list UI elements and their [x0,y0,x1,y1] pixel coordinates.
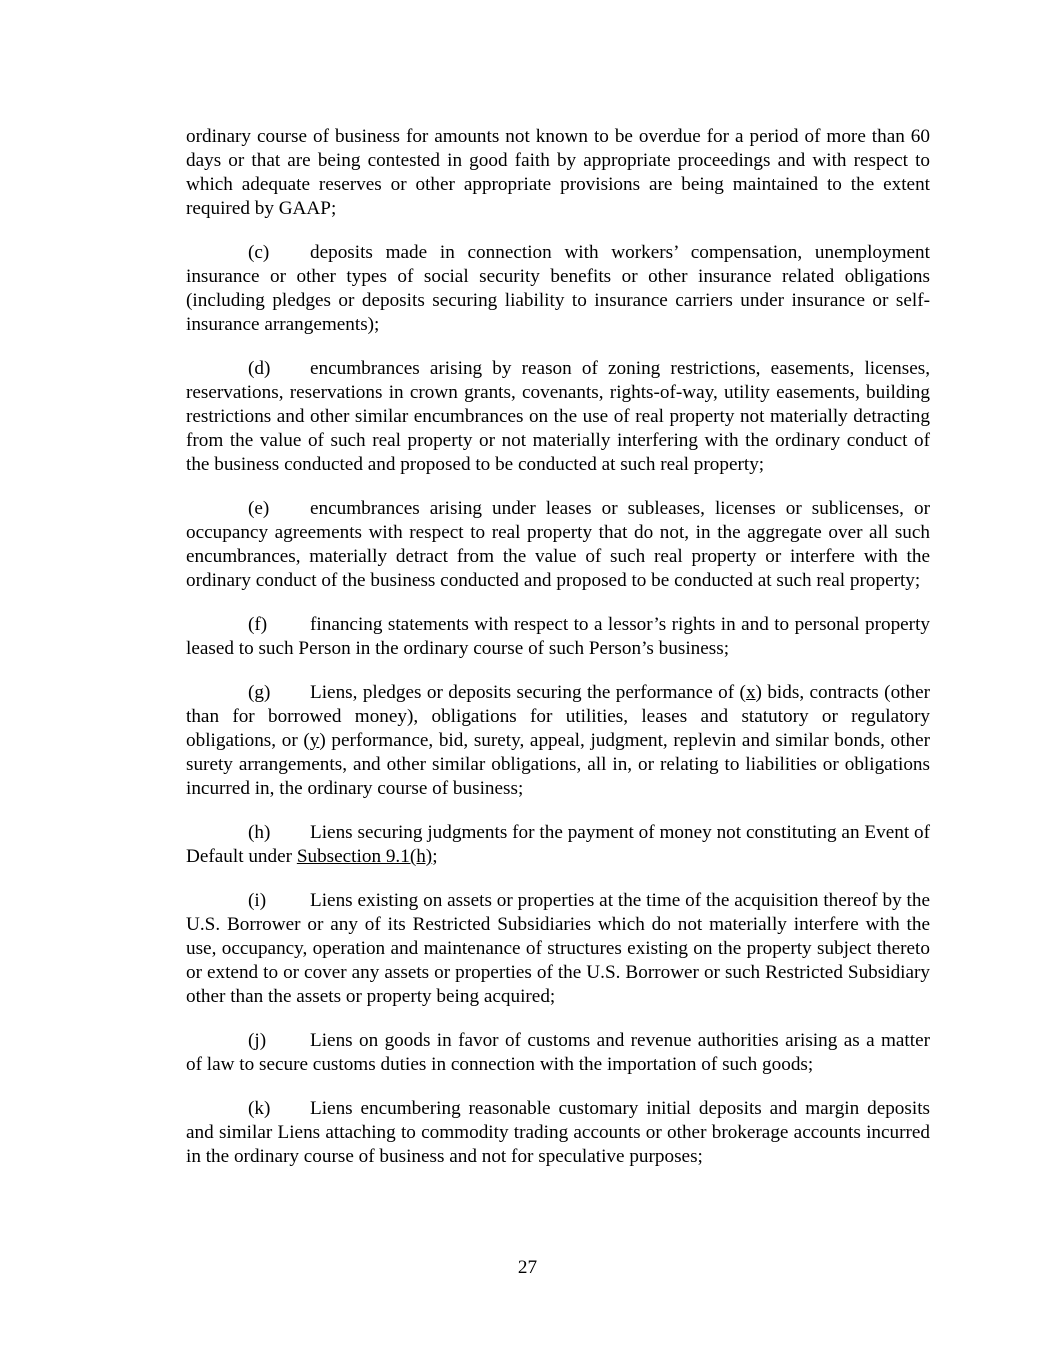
clause-label: (k) [248,1098,271,1119]
clause-label: (d) [248,358,271,379]
clause-text-part: ) performance, bid, surety, appeal, judgment, replevin and similar bonds, other surety arrangements, and other similar obligations, all in, or relating to liabilities or obligations incurred in, the ordinary course of business; [186,730,930,799]
clause-text-part: Liens securing judgments for the payment of money not constituting an Event of Default under [186,822,930,867]
clause-text: Liens encumbering reasonable customary initial deposits and margin deposits and similar Liens attaching to commodity trading accounts or other brokerage accounts incurred in the ordinary course of business and not for speculative purposes; [186,1098,930,1167]
clause-h [186,821,930,869]
clause-k [186,1097,930,1169]
clause-text: financing statements with respect to a lessor’s rights in and to personal property leased to such Person in the ordinary course of such Person’s business; [186,614,930,659]
clause-text-part: Liens, pledges or deposits securing the performance of ( [310,682,746,703]
page-number: 27 [517,1257,538,1278]
clause-label: (j) [248,1030,267,1051]
clause-label: (c) [248,242,270,263]
clause-text: deposits made in connection with workers’ compensation, unemployment insurance or other types of social security benefits or other insurance related obligations (including pledges or deposits securing liability to insurance carriers under insurance or self-insurance arrangements); [186,242,930,335]
clause-label: (f) [248,614,268,635]
clause-text-part: ; [432,846,438,867]
clause-text: encumbrances arising by reason of zoning restrictions, easements, licenses, reservations, reservations in crown grants, covenants, rights-of-way, utility easements, building restrictions and other similar encumbrances on the use of real property not materially detracting from the value of such real property or not materially interfering with the ordinary conduct of the business conducted and proposed to be conducted at such real property; [186,358,930,475]
clause-e [186,497,930,593]
clause-label: (e) [248,498,270,519]
clause-subitem-y: y [309,730,320,751]
clause-subitem-x: x [745,682,756,703]
document-body [186,125,930,1189]
clause-label: (h) [248,822,271,843]
clause-g [186,681,930,801]
clause-d [186,357,930,477]
continuation-paragraph: ordinary course of business for amounts not known to be overdue for a period of more than 60 days or that are being contested in good faith by appropriate proceedings and with respect to which adequate reserves or other appropriate provisions are being maintained to the extent required by GAAP; [186,126,930,219]
clause-text-part: ) bids, contracts (other than for borrowed money), obligations for utilities, leases and statutory or regulatory obligations, or ( [186,682,930,751]
clause-text: Liens existing on assets or properties at the time of the acquisition thereof by the U.S. Borrower or any of its Restricted Subsidiaries which do not materially interfere with the use, occupancy, operation and maintenance of structures existing on the property subject thereto or extend to or cover any assets or properties of the U.S. Borrower or such Restricted Subsidiary other than the assets or property being acquired; [186,890,930,1007]
clause-j [186,1029,930,1077]
clause-f [186,613,930,661]
clause-text: encumbrances arising under leases or subleases, licenses or sublicenses, or occupancy agreements with respect to real property that do not, in the aggregate over all such encumbrances, materially detract from the value of such real property or interfere with the ordinary conduct of the business conducted and proposed to be conducted at such real property; [186,498,930,591]
clause-i [186,889,930,1009]
subsection-reference: Subsection 9.1(h) [296,846,433,867]
clause-c [186,241,930,337]
clause-text: Liens on goods in favor of customs and revenue authorities arising as a matter of law to secure customs duties in connection with the importation of such goods; [186,1030,930,1075]
clause-label: (i) [248,890,267,911]
clause-label: (g) [248,682,271,703]
